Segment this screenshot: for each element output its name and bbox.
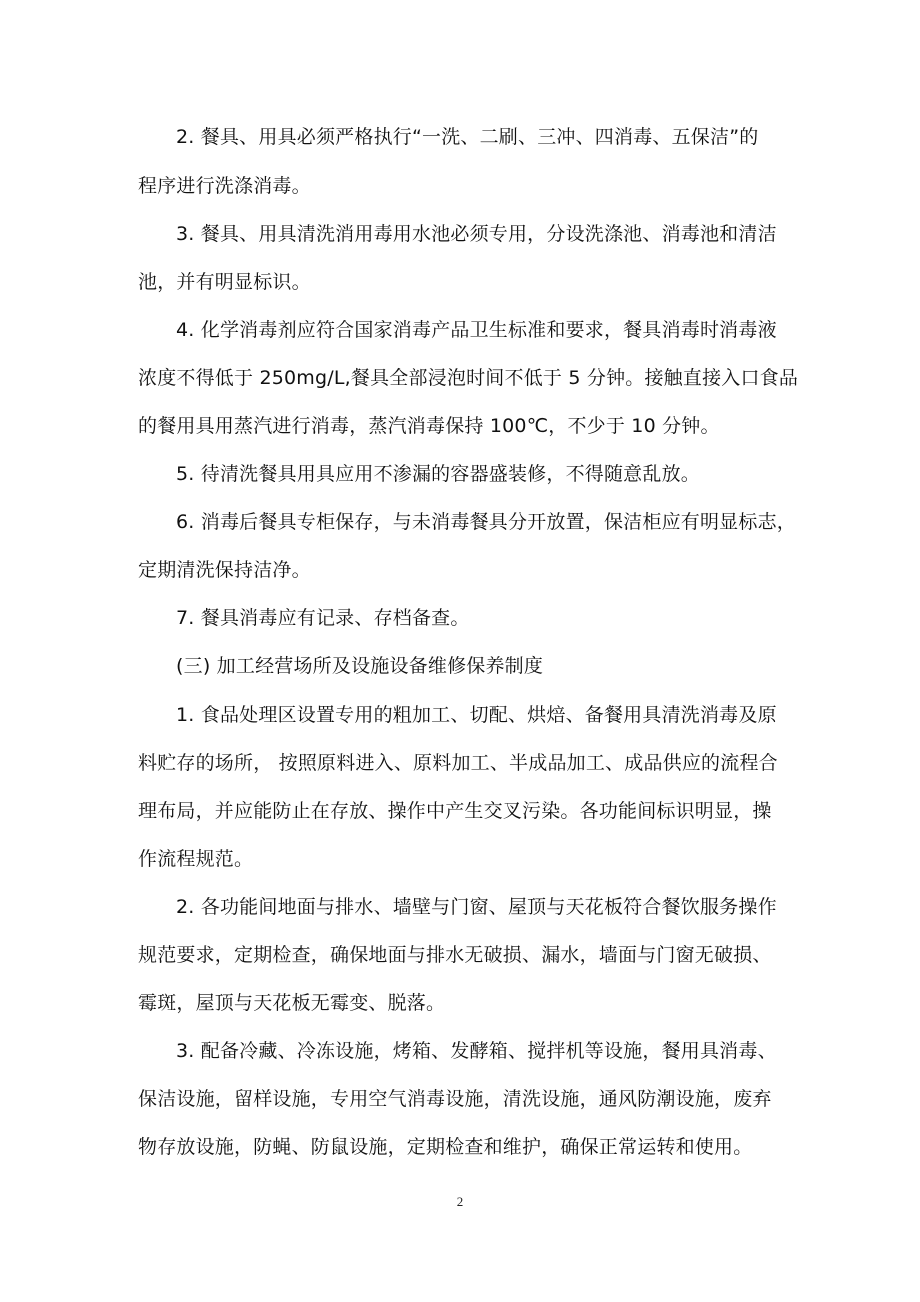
text-line: 物存放设施，防蝇、防鼠设施，定期检查和维护，确保正常运转和使用。 [138, 1136, 753, 1158]
section-heading: (三) 加工经营场所及设施设备维修保养制度 [176, 655, 544, 677]
text-line: 池，并有明显标识。 [138, 271, 311, 293]
text-line: 料贮存的场所， 按照原料进入、原料加工、半成品加工、成品供应的流程合 [138, 752, 778, 774]
text-line: 4. 化学消毒剂应符合国家消毒产品卫生标准和要求，餐具消毒时消毒液 [176, 319, 777, 341]
text-line: 3. 餐具、用具清洗消用毒用水池必须专用，分设洗涤池、消毒池和清洁 [176, 223, 777, 245]
text-line: 6. 消毒后餐具专柜保存，与未消毒餐具分开放置，保洁柜应有明显标志， [176, 511, 796, 533]
text-line: 规范要求，定期检查，确保地面与排水无破损、漏水，墙面与门窗无破损、 [138, 944, 772, 966]
text-line: 3. 配备冷藏、冷冻设施，烤箱、发酵箱、搅拌机等设施，餐用具消毒、 [176, 1040, 777, 1062]
text-line: 浓度不得低于 250mg/L,餐具全部浸泡时间不低于 5 分钟。接触直接入口食品 [138, 367, 799, 389]
text-line: 2. 餐具、用具必须严格执行“一洗、二刷、三冲、四消毒、五保洁”的 [176, 126, 759, 148]
text-line: 2. 各功能间地面与排水、墙壁与门窗、屋顶与天花板符合餐饮服务操作 [176, 896, 777, 918]
text-line: 的餐用具用蒸汽进行消毒，蒸汽消毒保持 100℃，不少于 10 分钟。 [138, 415, 720, 437]
text-line: 程序进行洗涤消毒。 [138, 175, 311, 197]
text-line: 作流程规范。 [138, 848, 254, 870]
text-line: 定期清洗保持洁净。 [138, 559, 311, 581]
text-line: 理布局，并应能防止在存放、操作中产生交叉污染。各功能间标识明显，操 [138, 800, 772, 822]
text-line: 保洁设施，留样设施，专用空气消毒设施，清洗设施，通风防潮设施，废弃 [138, 1088, 772, 1110]
text-line: 霉斑，屋顶与天花板无霉变、脱落。 [138, 992, 446, 1014]
text-line: 5. 待清洗餐具用具应用不渗漏的容器盛装修，不得随意乱放。 [176, 463, 700, 485]
page-number: 2 [456, 1194, 464, 1209]
text-line: 1. 食品处理区设置专用的粗加工、切配、烘焙、备餐用具清洗消毒及原 [176, 704, 777, 726]
text-line: 7. 餐具消毒应有记录、存档备查。 [176, 607, 470, 629]
